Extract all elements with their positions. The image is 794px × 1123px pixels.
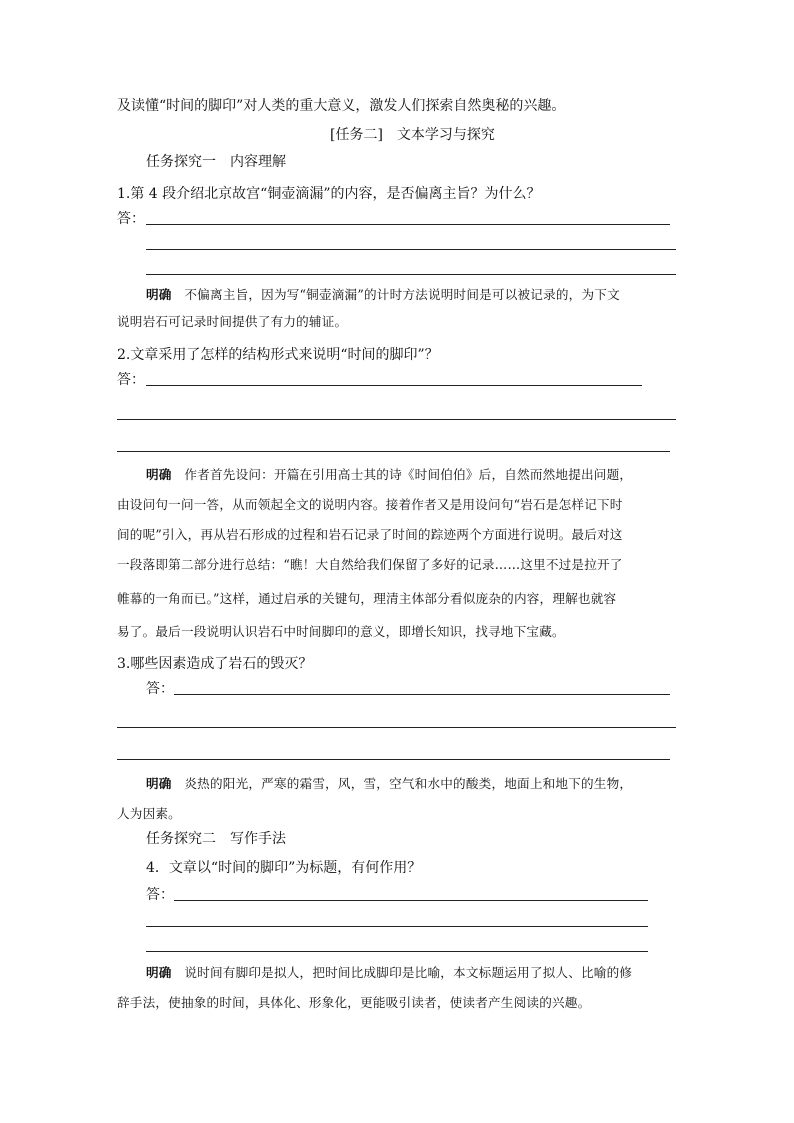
q2-question: 2.文章采用了怎样的结构形式来说明“时间的脚印”？ — [117, 347, 439, 363]
task-title: [任务二] 文本学习与探究 — [330, 127, 495, 143]
q2-answer-line: 由设问句一问一答，从而领起全文的说明内容。接着作者又是用设问句“岩石是怎样记下时 — [117, 497, 623, 512]
q3-answer-text — [146, 775, 632, 793]
q4-answer-line-2[interactable] — [146, 926, 648, 927]
q2-answer-text — [146, 466, 632, 484]
intro-line: 及读懂“时间的脚印”对人类的重大意义，激发人们探索自然奥秘的兴趣。 — [117, 98, 566, 114]
q1-answer-line-2[interactable] — [146, 249, 676, 250]
q2-answer-line-3[interactable] — [117, 451, 670, 452]
q3-answer-line: 人为因素。 — [117, 806, 181, 821]
q1-answer-label: 答： — [117, 211, 145, 227]
section2-title: 任务探究二 写作手法 — [146, 831, 286, 847]
q4-answer-line-3[interactable] — [146, 951, 648, 952]
q2-answer-line: 帷幕的一角而已。”这样，通过启承的关键句，理清主体部分看似庞杂的内容，理解也就容 — [117, 591, 617, 606]
q1-question: 1.第 4 段介绍北京故宫“铜壶滴漏”的内容，是否偏离主旨？为什么？ — [117, 186, 541, 202]
q2-answer-line: 作者首先设问：开篇在引用高士其的诗《时间伯伯》后，自然而然地提出问题， — [184, 467, 633, 482]
q2-answer-line: 易了。最后一段说明认识岩石中时间脚印的意义，即增长知识，找寻地下宝藏。 — [117, 624, 565, 639]
q1-answer-text — [146, 286, 620, 304]
q4-question: 4．文章以“时间的脚印”为标题，有何作用？ — [146, 860, 422, 876]
q2-answer-line: 间的呢”引入，再从岩石形成的过程和岩石记录了时间的踪迹两个方面进行说明。最后对这 — [117, 527, 623, 542]
q4-answer-label: 答： — [146, 887, 174, 903]
q3-answer-line-1[interactable] — [174, 694, 670, 695]
q1-answer-tag: 明确 — [146, 287, 172, 302]
q4-answer-tag: 明确 — [146, 965, 172, 980]
q1-answer-line: 说明岩石可记录时间提供了有力的辅证。 — [117, 314, 348, 329]
q4-answer-line: 辞手法，使抽象的时间，具体化、形象化，更能吸引读者，使读者产生阅读的兴趣。 — [117, 995, 591, 1010]
section1-title: 任务探究一 内容理解 — [146, 154, 286, 170]
q4-answer-line-1[interactable] — [174, 900, 648, 901]
q3-question: 3.哪些因素造成了岩石的毁灭？ — [117, 656, 313, 672]
q4-answer-text — [146, 964, 632, 982]
q3-answer-tag: 明确 — [146, 776, 172, 791]
q2-answer-line-2[interactable] — [117, 419, 676, 420]
q3-answer-line: 炎热的阳光，严寒的霜雪，风，雪，空气和水中的酸类，地面上和地下的生物， — [184, 776, 633, 791]
q3-answer-line-3[interactable] — [117, 759, 670, 760]
q1-answer-line: 不偏离主旨，因为写“铜壶滴漏”的计时方法说明时间是可以被记录的，为下文 — [184, 287, 620, 302]
q2-answer-line-1[interactable] — [146, 385, 642, 386]
q3-answer-label: 答： — [146, 681, 174, 697]
q4-answer-line: 说时间有脚印是拟人，把时间比成脚印是比喻，本文标题运用了拟人、比喻的修 — [184, 965, 633, 980]
q2-answer-tag: 明确 — [146, 467, 172, 482]
q1-answer-line-1[interactable] — [146, 224, 670, 225]
q2-answer-label: 答： — [117, 372, 145, 388]
q1-answer-line-3[interactable] — [146, 274, 676, 275]
q2-answer-line: 一段落即第二部分进行总结：“瞧！大自然给我们保留了多好的记录……这里不过是拉开了 — [117, 557, 623, 572]
q3-answer-line-2[interactable] — [117, 727, 676, 728]
